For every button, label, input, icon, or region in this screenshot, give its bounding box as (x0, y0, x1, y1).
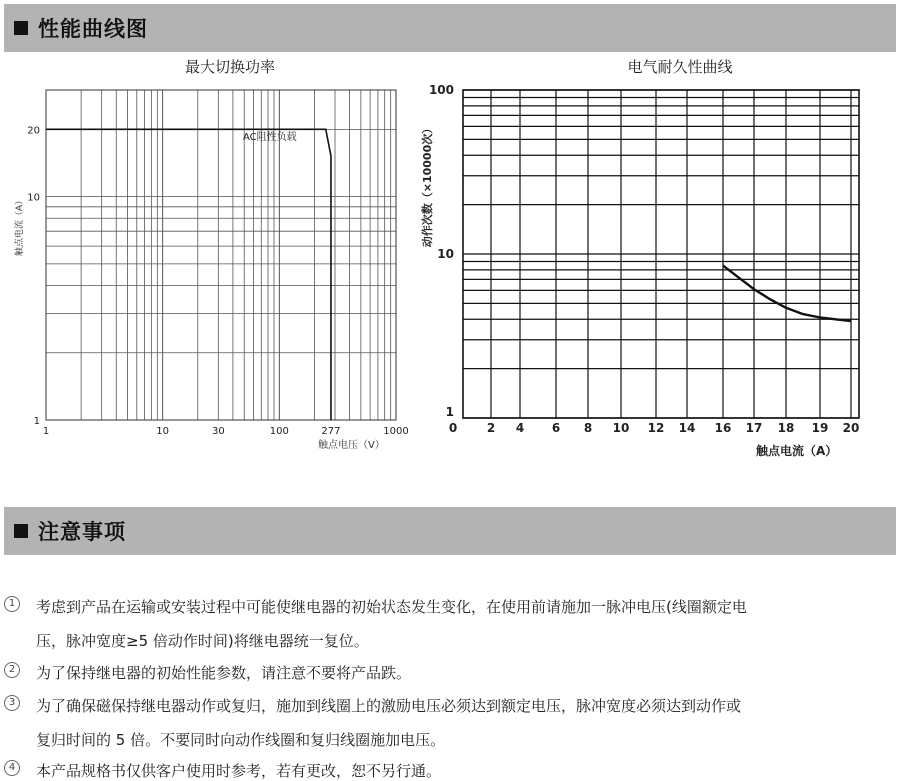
y-tick-label: 10 (437, 247, 454, 261)
chart1-series (46, 129, 331, 420)
x-tick-label: 12 (647, 421, 665, 435)
notes-section-header (4, 507, 896, 555)
electrical-endurance-chart (420, 80, 900, 470)
series-line-endurance (723, 266, 851, 321)
x-tick-label: 30 (211, 426, 225, 437)
chart1-title: 最大切换功率 (184, 58, 275, 76)
note-text-line: 本产品规格书仅供客户使用时参考，若有更改，恕不另行通。 (36, 762, 442, 780)
x-tick-label: 2 (486, 421, 496, 435)
x-tick-label: 16 (714, 421, 732, 435)
x-tick-label: 277 (321, 426, 341, 437)
x-tick-label: 18 (777, 421, 795, 435)
curves-section-title: 性能曲线图 (38, 17, 148, 41)
x-tick-label: 19 (811, 421, 829, 435)
plot-frame (46, 90, 396, 420)
x-tick-label: 10 (156, 426, 170, 437)
chart1-grid (46, 90, 396, 420)
series-line-ac-resistive (46, 129, 331, 420)
x-tick-label: 1 (42, 426, 50, 437)
chart2-x-axis-label: 触点电流（A） (756, 444, 838, 458)
chart2-grid (463, 90, 859, 418)
y-tick-label: 20 (27, 125, 40, 137)
chart1-y-axis-label: 触点电流（A） (15, 195, 25, 257)
chart1-series-label: AC阻性负载 (243, 132, 297, 143)
x-tick-label: 17 (745, 421, 763, 435)
note-text-line: 为了确保磁保持继电器动作或复归，施加到线圈上的激励电压必须达到额定电压，脉冲宽度必须达到动作或 (36, 697, 742, 715)
y-tick-label: 100 (428, 83, 454, 97)
note-text-line: 考虑到产品在运输或安装过程中可能使继电器的初始状态发生变化，在使用前请施加一脉冲电压(线圈额定电 (36, 598, 747, 616)
x-tick-label: 100 (269, 426, 289, 437)
note-text-line: 为了保持继电器的初始性能参数，请注意不要将产品跌。 (36, 664, 412, 682)
x-tick-label: 10 (612, 421, 630, 435)
notes-section-title: 注意事项 (38, 520, 126, 544)
chart2-title: 电气耐久性曲线 (627, 58, 733, 76)
y-tick-label: 1 (445, 405, 454, 419)
square-bullet-icon (14, 524, 28, 538)
x-tick-label: 20 (842, 421, 860, 435)
x-tick-label: 6 (551, 421, 561, 435)
y-tick-label: 10 (27, 192, 40, 204)
max-switching-power-chart (0, 80, 420, 460)
x-tick-label: 0 (448, 421, 458, 435)
chart2-tick-labels (429, 83, 859, 435)
x-tick-label: 4 (515, 421, 525, 435)
note-number: 2 (4, 662, 20, 678)
note-number: 4 (4, 760, 20, 776)
note-number: 1 (4, 596, 20, 612)
note-number: 3 (4, 695, 20, 711)
y-tick-label: 1 (33, 416, 40, 427)
note-text-line: 压，脉冲宽度≥5 倍动作时间)将继电器统一复位。 (36, 632, 369, 650)
chart2-y-axis-label: 动作次数（×10000次） (421, 122, 434, 248)
chart1-x-axis-label: 触点电压（V） (318, 440, 385, 451)
x-tick-label: 8 (583, 421, 593, 435)
x-tick-label: 1000 (383, 426, 409, 437)
note-text-line: 复归时间的 5 倍。不要同时向动作线圈和复归线圈施加电压。 (36, 731, 446, 749)
chart2-series (723, 266, 851, 321)
x-tick-label: 14 (678, 421, 696, 435)
curves-section-header (4, 4, 896, 52)
square-bullet-icon (14, 21, 28, 35)
